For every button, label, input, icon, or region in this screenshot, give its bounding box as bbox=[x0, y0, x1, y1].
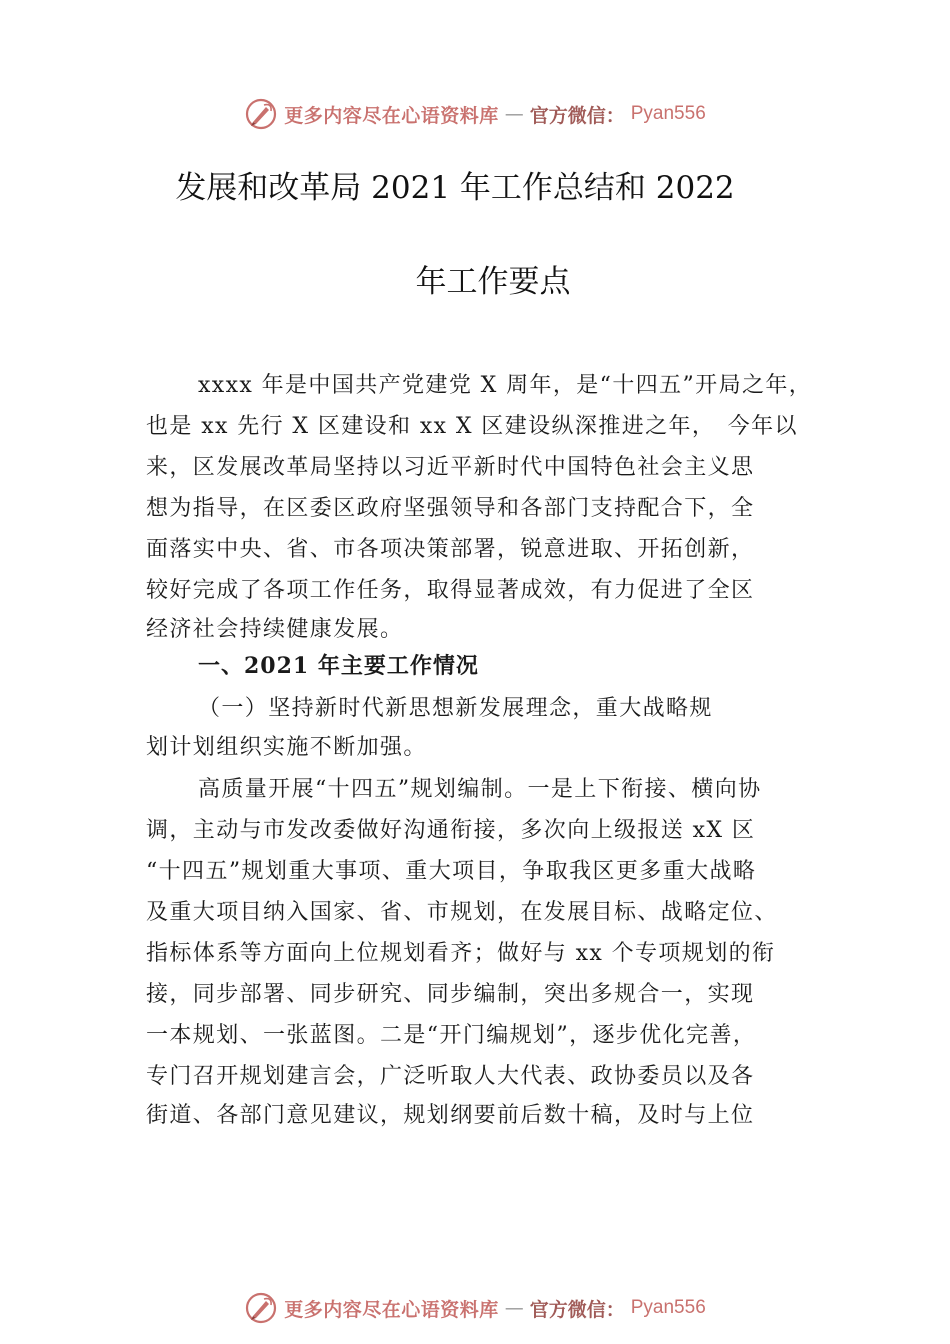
pen-logo-icon bbox=[244, 1291, 278, 1325]
banner-wechat-label: 官方微信： bbox=[529, 104, 625, 127]
body-line: 专门召开规划建言会，广泛听取人大代表、政协委员以及各 bbox=[146, 1064, 755, 1089]
header-banner bbox=[0, 96, 950, 132]
document-title-line-2: 年工作要点 bbox=[415, 264, 571, 300]
body-line: 接，同步部署、同步研究、同步编制，突出多规合一，实现 bbox=[146, 982, 755, 1007]
body-line: 一本规划、一张蓝图。二是“开门编规划”，逐步优化完善， bbox=[146, 1023, 757, 1048]
subsection-heading-continued: 划计划组织实施不断加强。 bbox=[146, 735, 427, 760]
body-line: 高质量开展“十四五”规划编制。一是上下衔接、横向协 bbox=[198, 777, 762, 802]
banner-text: 更多内容尽在心语资料库 bbox=[284, 1298, 499, 1321]
body-line: 来，区发展改革局坚持以习近平新时代中国特色社会主义思 bbox=[146, 455, 755, 480]
body-line: 调，主动与市发改委做好沟通衔接，多次向上级报送 xX 区 bbox=[146, 818, 756, 843]
body-line: 及重大项目纳入国家、省、市规划，在发展目标、战略定位、 bbox=[146, 900, 778, 925]
banner-dash: — bbox=[504, 1297, 524, 1319]
subsection-heading: （一）坚持新时代新思想新发展理念，重大战略规 bbox=[198, 696, 713, 721]
banner-dash: — bbox=[504, 103, 524, 125]
body-line: xxxx 年是中国共产党建党 X 周年，是“十四五”开局之年， bbox=[198, 373, 813, 398]
document-title-line-1: 发展和改革局 2021 年工作总结和 2022 bbox=[175, 170, 735, 206]
body-line: 也是 xx 先行 X 区建设和 xx X 区建设纵深推进之年， 今年以 bbox=[146, 414, 798, 439]
body-line: 经济社会持续健康发展。 bbox=[146, 617, 404, 642]
banner-wechat-label: 官方微信： bbox=[529, 1298, 625, 1321]
body-line: 指标体系等方面向上位规划看齐；做好与 xx 个专项规划的衔 bbox=[146, 941, 776, 966]
banner-wechat-id: Pyan556 bbox=[630, 1297, 706, 1318]
body-line: 街道、各部门意见建议，规划纲要前后数十稿，及时与上位 bbox=[146, 1103, 755, 1128]
body-line: 面落实中央、省、市各项决策部署，锐意进取、开拓创新， bbox=[146, 537, 755, 562]
footer-banner bbox=[0, 1290, 950, 1326]
section-heading: 一、2021 年主要工作情况 bbox=[198, 653, 479, 679]
banner-text: 更多内容尽在心语资料库 bbox=[284, 104, 499, 127]
body-line: “十四五”规划重大事项、重大项目，争取我区更多重大战略 bbox=[146, 859, 757, 884]
banner-wechat-id: Pyan556 bbox=[630, 103, 706, 124]
pen-logo-icon bbox=[244, 97, 278, 131]
body-line: 较好完成了各项工作任务，取得显著成效，有力促进了全区 bbox=[146, 578, 755, 603]
body-line: 想为指导，在区委区政府坚强领导和各部门支持配合下，全 bbox=[146, 496, 755, 521]
